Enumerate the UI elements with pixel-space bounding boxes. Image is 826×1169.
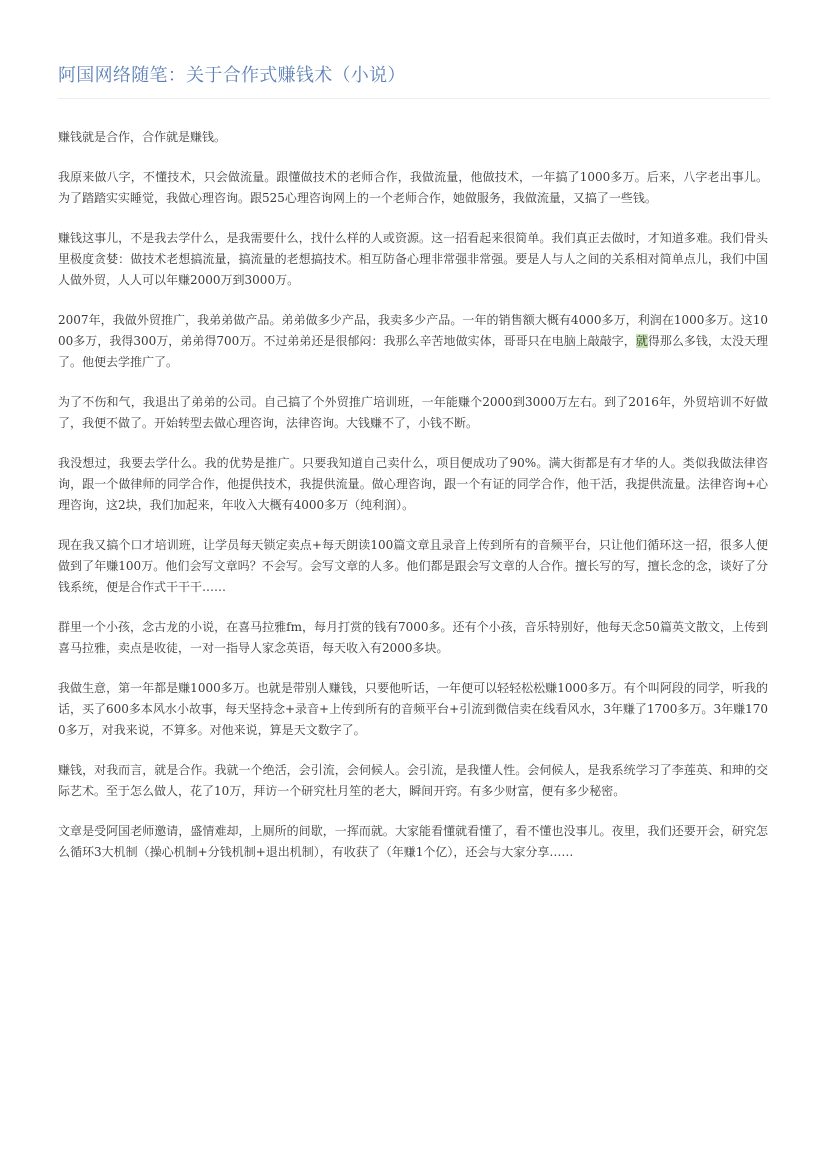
paragraph-10: 赚钱，对我而言，就是合作。我就一个绝活，会引流，会伺候人。会引流，是我懂人性。会伺候人，是我系统学习了李莲英、和珅的交际艺术。至于怎么做人，花了10万，拜访一个研究杜月笙的老大，瞬间开窍。有多少财富，便有多少秘密。 bbox=[58, 763, 768, 798]
paragraph-4 bbox=[58, 310, 768, 373]
highlighted-character: 就 bbox=[635, 334, 648, 348]
paragraph-4-text-after: 得那么多钱，太没天理了。他便去学推广了。 bbox=[58, 334, 768, 369]
title-divider bbox=[58, 98, 770, 99]
paragraph-4-text-before: 2007年，我做外贸推广，我弟弟做产品。弟弟做多少产品，我卖多少产品。一年的销售额大概有4000多万，利润在1000多万。这1000多万，我得300万，弟弟得700万。不过弟弟还是很郁闷：我那么辛苦地做实体，哥哥只在电脑上敲敲字， bbox=[58, 313, 768, 348]
paragraph-11: 文章是受阿国老师邀请，盛情难却，上厕所的间歇，一挥而就。大家能看懂就看懂了，看不懂也没事儿。夜里，我们还要开会，研究怎么循环3大机制（操心机制+分钱机制+退出机制），有收获了（年赚1个亿），还会与大家分享…… bbox=[58, 824, 768, 859]
paragraph-1: 赚钱就是合作，合作就是赚钱。 bbox=[58, 130, 227, 144]
paragraph-3: 赚钱这事儿，不是我去学什么，是我需要什么，找什么样的人或资源。这一招看起来很简单。我们真正去做时，才知道多难。我们骨头里极度贪婪：做技术老想搞流量，搞流量的老想搞技术。相互防备心理非常强非常强。要是人与人之间的关系相对简单点儿，我们中国人做外贸，人人可以年赚2000万到3000万。 bbox=[58, 231, 768, 287]
article-title: 阿国网络随笔：关于合作式赚钱术（小说） bbox=[58, 65, 406, 86]
paragraph-7: 现在我又搞个口才培训班，让学员每天锁定卖点+每天朗读100篇文章且录音上传到所有的音频平台，只让他们循环这一招，很多人便做到了年赚100万。他们会写文章吗？不会写。会写文章的人多。他们都是跟会写文章的人合作。擅长写的写，擅长念的念，谈好了分钱系统，便是合作式干干干…… bbox=[58, 538, 768, 594]
paragraph-8: 群里一个小孩，念古龙的小说，在喜马拉雅fm，每月打赏的钱有7000多。还有个小孩，音乐特别好，他每天念50篇英文散文，上传到喜马拉雅，卖点是收徒，一对一指导人家念英语，每天收入有2000多块。 bbox=[58, 620, 768, 655]
article-body bbox=[58, 127, 768, 882]
paragraph-6: 我没想过，我要去学什么。我的优势是推广。只要我知道自己卖什么，项目便成功了90%。满大街都是有才华的人。类似我做法律咨询，跟一个做律师的同学合作，他提供技术，我提供流量。做心理咨询，跟一个有证的同学合作，他干活，我提供流量。法律咨询+心理咨询，这2块，我们加起来，年收入大概有4000多万（纯利润）。 bbox=[58, 456, 768, 512]
paragraph-2: 我原来做八字，不懂技术，只会做流量。跟懂做技术的老师合作，我做流量，他做技术，一年搞了1000多万。后来，八字老出事儿。为了踏踏实实睡觉，我做心理咨询。跟525心理咨询网上的一个老师合作，她做服务，我做流量，又搞了一些钱。 bbox=[58, 170, 768, 205]
paragraph-9: 我做生意，第一年都是赚1000多万。也就是带别人赚钱，只要他听话，一年便可以轻轻松松赚1000多万。有个叫阿段的同学，听我的话，买了600多本风水小故事，每天坚持念+录音+上传到所有的音频平台+引流到微信卖在线看风水，3年赚了1700多万。3年赚1700多万，对我来说，不算多。对他来说，算是天文数字了。 bbox=[58, 681, 768, 737]
paragraph-5: 为了不伤和气，我退出了弟弟的公司。自己搞了个外贸推广培训班，一年能赚个2000到3000万左右。到了2016年，外贸培训不好做了，我便不做了。开始转型去做心理咨询，法律咨询。大钱赚不了，小钱不断。 bbox=[58, 395, 768, 430]
